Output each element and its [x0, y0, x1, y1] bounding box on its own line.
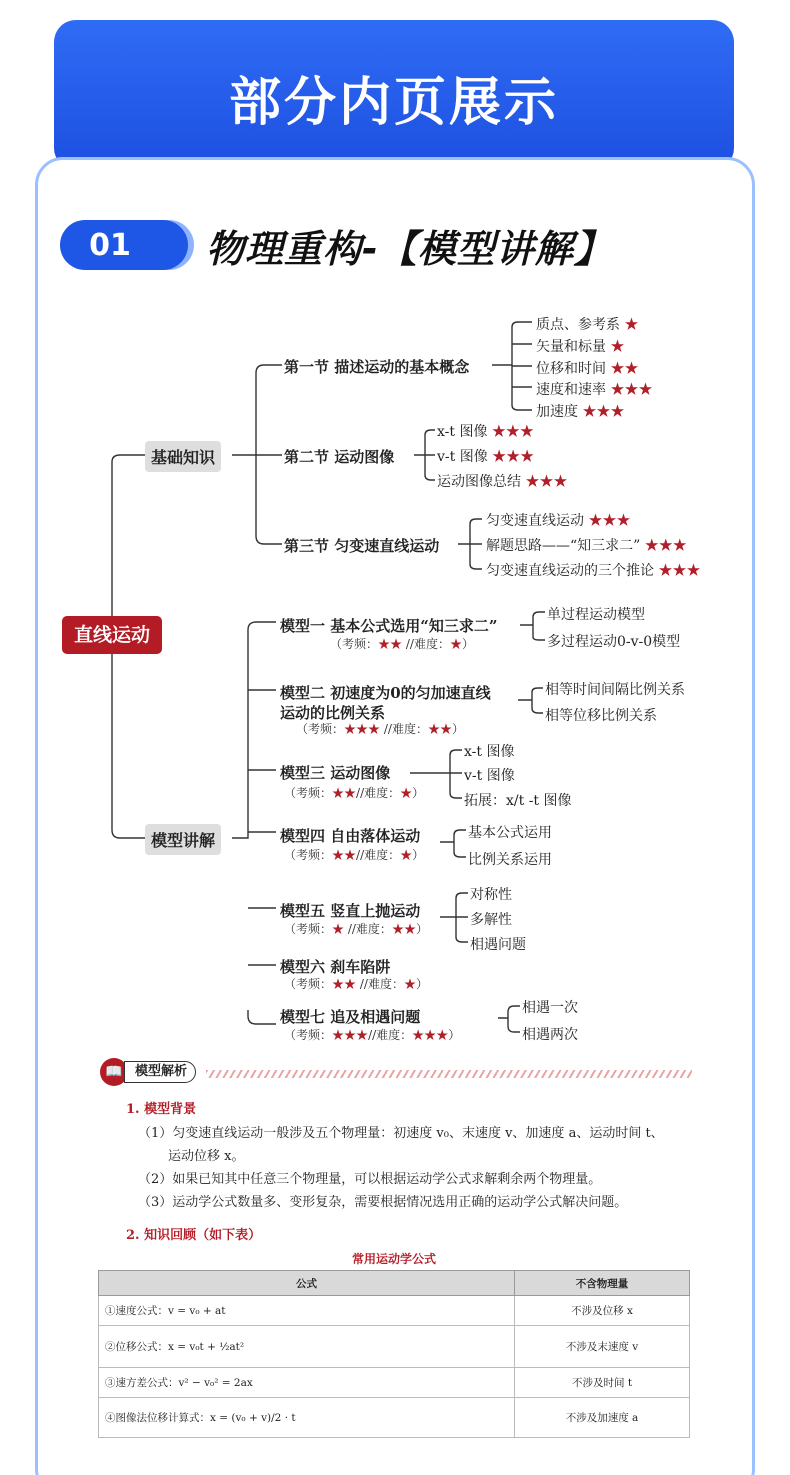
list-item: 相遇问题 [470, 937, 526, 953]
section-1-title: 第一节 描述运动的基本概念 [284, 358, 470, 376]
paragraph: （2）如果已知其中任意三个物理量，可以根据运动学公式求解剩余两个物理量。 [138, 1172, 602, 1187]
model-7-title: 模型七 追及相遇问题 [280, 1008, 421, 1026]
list-item: 拓展：x/t -t 图像 [464, 793, 572, 809]
model-2-freq: （考频：★★★ //难度：★★） [296, 722, 465, 736]
banner-title: 部分内页展示 [228, 73, 559, 133]
book-icon: 📖 [100, 1058, 128, 1086]
list-item: 相遇一次 [522, 1000, 578, 1016]
heading-background: 1. 模型背景 [126, 1102, 197, 1117]
list-item: 匀变速直线运动的三个推论 ★★★ [486, 563, 701, 579]
paragraph: 运动位移 x。 [168, 1149, 245, 1164]
list-item: 相遇两次 [522, 1027, 578, 1043]
list-item: 比例关系运用 [468, 852, 552, 868]
column-header: 公式 [99, 1271, 515, 1296]
section-number: 01 [89, 228, 131, 263]
list-item: 匀变速直线运动 ★★★ [486, 513, 631, 529]
table-cell: 不涉及末速度 v [515, 1326, 690, 1368]
table-row [99, 1326, 690, 1368]
list-item: 质点、参考系 ★ [536, 317, 639, 333]
model-1-freq: （考频：★★ //难度：★） [330, 637, 474, 651]
list-item: 单过程运动模型 [547, 607, 645, 623]
model-4-title: 模型四 自由落体运动 [280, 827, 421, 845]
paragraph: （1）匀变速直线运动一般涉及五个物理量：初速度 v₀、末速度 v、加速度 a、运动时间 t、 [138, 1126, 664, 1141]
model-5-title: 模型五 竖直上抛运动 [280, 902, 421, 920]
model-3-freq: （考频：★★//难度：★） [284, 786, 425, 800]
model-7-freq: （考频：★★★//难度：★★★） [284, 1028, 461, 1042]
node-basic: 基础知识 [145, 441, 221, 472]
node-models: 模型讲解 [145, 824, 221, 855]
list-item: 解题思路——“知三求二” ★★★ [486, 538, 687, 554]
formula-table [98, 1270, 690, 1438]
list-item: 速度和速率 ★★★ [536, 382, 653, 398]
list-item: x-t 图像 ★★★ [437, 424, 534, 440]
section-2-title: 第二节 运动图像 [284, 448, 395, 466]
column-header: 不含物理量 [515, 1271, 690, 1296]
list-item: 相等位移比例关系 [545, 708, 657, 724]
analysis-header [100, 1058, 692, 1086]
list-item: 对称性 [470, 887, 512, 903]
model-3-title: 模型三 运动图像 [280, 764, 391, 782]
mindmap-root: 直线运动 [62, 616, 162, 654]
list-item: 位移和时间 ★★ [536, 361, 639, 377]
model-2-title: 模型二 初速度为0的匀加速直线 [280, 684, 491, 702]
table-cell: ③速方差公式：v² − v₀² = 2ax [99, 1368, 515, 1398]
list-item: v-t 图像 ★★★ [437, 449, 535, 465]
table-cell: 不涉及时间 t [515, 1368, 690, 1398]
list-item: 相等时间间隔比例关系 [545, 682, 685, 698]
model-5-freq: （考频：★ //难度：★★） [284, 922, 428, 936]
list-item: 多过程运动0-v-0模型 [547, 634, 681, 650]
list-item: 运动图像总结 ★★★ [437, 474, 568, 490]
model-1-title: 模型一 基本公式选用“知三求二” [280, 617, 498, 635]
section-3-title: 第三节 匀变速直线运动 [284, 537, 440, 555]
table-row [99, 1296, 690, 1326]
model-4-freq: （考频：★★//难度：★） [284, 848, 425, 862]
list-item: x-t 图像 [464, 744, 515, 760]
model-2-title-line2: 运动的比例关系 [280, 704, 386, 722]
list-item: 基本公式运用 [468, 825, 552, 841]
analysis-label: 模型解析 [124, 1061, 196, 1083]
table-row [99, 1368, 690, 1398]
hatch-divider [206, 1070, 692, 1078]
list-item: v-t 图像 [464, 768, 515, 784]
table-cell: ①速度公式：v = v₀ + at [99, 1296, 515, 1326]
model-6-title: 模型六 刹车陷阱 [280, 958, 391, 976]
table-cell: ④图像法位移计算式：x = (v₀ + v)/2 · t [99, 1398, 515, 1438]
model-6-freq: （考频：★★ //难度：★） [284, 977, 428, 991]
list-item: 加速度 ★★★ [536, 404, 625, 420]
table-row [99, 1398, 690, 1438]
table-caption: 常用运动学公式 [351, 1252, 436, 1266]
paragraph: （3）运动学公式数量多、变形复杂，需要根据情况选用正确的运动学公式解决问题。 [138, 1195, 628, 1210]
table-cell: 不涉及位移 x [515, 1296, 690, 1326]
heading-review: 2. 知识回顾（如下表） [126, 1228, 262, 1243]
section-title: 物理重构-【模型讲解】 [206, 227, 613, 271]
list-item: 矢量和标量 ★ [536, 339, 625, 355]
list-item: 多解性 [470, 912, 512, 928]
table-header-row [99, 1271, 690, 1296]
table-cell: ②位移公式：x = v₀t + ½at² [99, 1326, 515, 1368]
table-cell: 不涉及加速度 a [515, 1398, 690, 1438]
